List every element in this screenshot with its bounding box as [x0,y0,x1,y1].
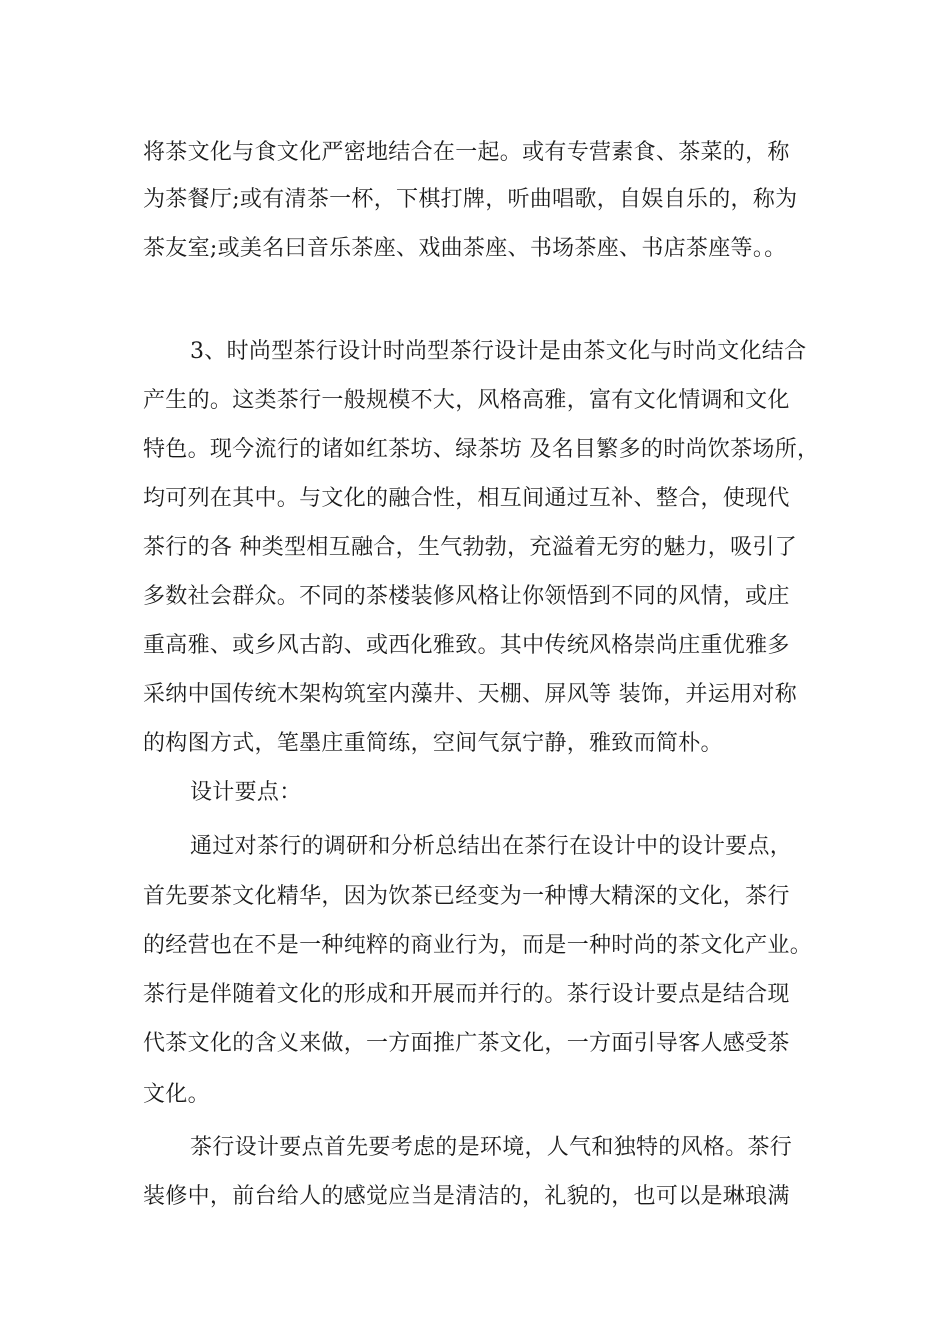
subheading-line: 设计要点： [190,780,302,805]
text-line: 为茶餐厅;或有清茶一杯，下棋打牌，听曲唱歌，自娱自乐的，称为 [143,187,798,212]
text-line: 代茶文化的含义来做，一方面推广茶文化，一方面引导客人感受茶 [143,1031,790,1056]
text-line: 茶友室;或美名曰音乐茶座、戏曲茶座、书场茶座、书店茶座等。。 [143,236,787,261]
text-line: 茶行是伴随着文化的形成和开展而并行的。茶行设计要点是结合现 [143,982,790,1007]
text-line: 装修中，前台给人的感觉应当是清洁的，礼貌的，也可以是琳琅满 [143,1184,790,1209]
text-line: 茶行设计要点首先要考虑的是环境，人气和独特的风格。茶行 [190,1135,793,1160]
text-line: 重高雅、或乡风古韵、或西化雅致。其中传统风格崇尚庄重优雅多 [143,633,790,658]
text-line: 特色。现今流行的诸如红茶坊、绿茶坊 及名目繁多的时尚饮茶场所， [143,437,820,462]
text-line: 文化。 [143,1082,210,1107]
text-line: 均可列在其中。与文化的融合性，相互间通过互补、整合，使现代 [143,486,790,511]
text-line: 多数社会群众。不同的茶楼装修风格让你领悟到不同的风情，或庄 [143,584,790,609]
text-line: 的经营也在不是一种纯粹的商业行为，而是一种时尚的茶文化产业。 [143,933,813,958]
section-heading-line: 3、时尚型茶行设计时尚型茶行设计是由茶文化与时尚文化结合 [190,339,807,364]
text-line: 茶行的各 种类型相互融合，生气勃勃，充溢着无穷的魅力，吸引了 [143,535,797,560]
text-line: 将茶文化与食文化严密地结合在一起。或有专营素食、茶菜的，称 [143,140,790,165]
text-line: 采纳中国传统木架构筑室内藻井、天棚、屏风等 装饰，并运用对称 [143,682,797,707]
text-line: 首先要茶文化精华，因为饮茶已经变为一种博大精深的文化，茶行 [143,884,790,909]
text-line: 通过对茶行的调研和分析总结出在茶行在设计中的设计要点， [190,834,793,859]
text-line: 的构图方式，笔墨庄重简练，空间气氛宁静，雅致而简朴。 [143,731,723,756]
text-line: 产生的。这类茶行一般规模不大，风格高雅，富有文化情调和文化 [143,388,790,413]
